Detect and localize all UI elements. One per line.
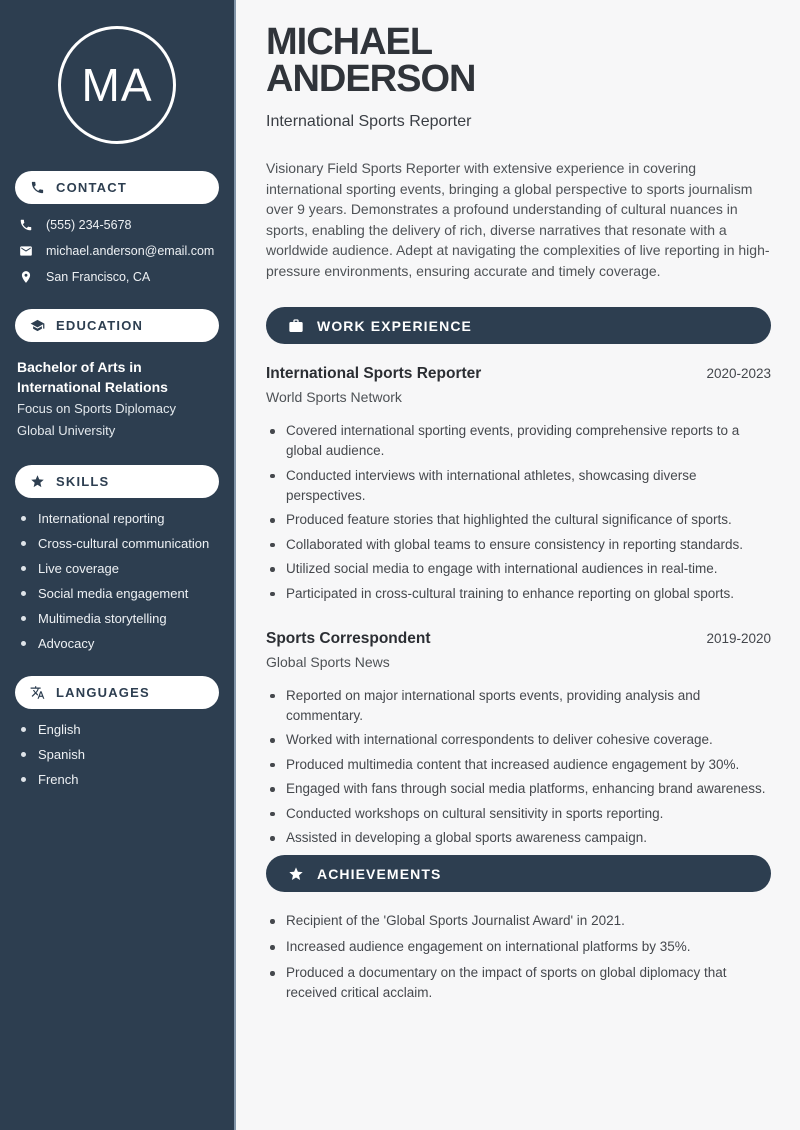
achievements-section-header	[266, 855, 771, 892]
briefcase-icon	[288, 318, 304, 334]
skills-section-header	[15, 465, 219, 498]
skills-section-title: SKILLS	[56, 474, 110, 489]
page-title	[266, 21, 771, 100]
contact-row-location	[19, 270, 219, 284]
work-experience-section-title: WORK EXPERIENCE	[317, 317, 472, 334]
work-experience-section-header	[266, 307, 771, 344]
contact-section-header	[15, 171, 219, 204]
contact-section-title: CONTACT	[56, 180, 127, 195]
achievements-list	[266, 911, 771, 1003]
education-entry	[17, 357, 219, 441]
education-degree: Bachelor of Arts in International Relations	[17, 359, 168, 395]
main-content	[236, 0, 800, 1130]
job-bullet-list	[266, 421, 771, 604]
education-section-title: EDUCATION	[56, 318, 144, 333]
achievement-bullet: Produced a documentary on the impact of sports on global diplomacy that received critical acclaim.	[266, 963, 771, 1003]
skill-item: Multimedia storytelling	[19, 610, 219, 627]
skills-list	[15, 510, 219, 652]
achievement-bullet: Increased audience engagement on international platforms by 35%.	[266, 937, 771, 957]
job-bullet: Engaged with fans through social media platforms, enhancing brand awareness.	[266, 779, 771, 799]
job-bullet: Conducted workshops on cultural sensitivity in sports reporting.	[266, 804, 771, 824]
education-school: Global University	[17, 423, 116, 438]
location-text: San Francisco, CA	[46, 270, 151, 284]
contact-row-phone	[19, 218, 219, 232]
avatar	[58, 26, 176, 144]
graduation-cap-icon	[30, 318, 45, 333]
job-bullet: Utilized social media to engage with international audiences in real-time.	[266, 559, 771, 579]
sidebar	[0, 0, 236, 1130]
job-bullet: Produced feature stories that highlighted the cultural significance of sports.	[266, 510, 771, 530]
education-section-header	[15, 309, 219, 342]
avatar-initials: MA	[81, 59, 153, 111]
contact-row-email	[19, 244, 219, 258]
name-first: MICHAEL	[266, 21, 433, 63]
job-bullet: Participated in cross-cultural training to enhance reporting on global sports.	[266, 584, 771, 604]
languages-list	[15, 721, 219, 788]
job-title-subtitle: International Sports Reporter	[266, 113, 472, 130]
job-bullet-list	[266, 686, 771, 849]
language-item: French	[19, 771, 219, 788]
star-icon	[288, 866, 304, 882]
languages-section-header	[15, 676, 219, 709]
job-dates: 2020-2023	[706, 366, 771, 381]
phone-icon	[19, 218, 33, 232]
phone-icon	[30, 180, 45, 195]
job-bullet: Produced multimedia content that increased audience engagement by 30%.	[266, 755, 771, 775]
skill-item: Live coverage	[19, 560, 219, 577]
name-last: ANDERSON	[266, 58, 476, 100]
job-company: Global Sports News	[266, 653, 390, 670]
language-item: English	[19, 721, 219, 738]
job-title: International Sports Reporter	[266, 365, 482, 382]
job-title: Sports Correspondent	[266, 629, 431, 647]
achievement-bullet: Recipient of the 'Global Sports Journalist Award' in 2021.	[266, 911, 771, 931]
star-icon	[30, 474, 45, 489]
skill-item: Cross-cultural communication	[19, 535, 219, 552]
email-icon	[19, 244, 33, 258]
location-icon	[19, 270, 33, 284]
job-dates: 2019-2020	[706, 630, 771, 646]
job-bullet: Covered international sporting events, providing comprehensive reports to a global audience.	[266, 421, 771, 461]
skill-item: Advocacy	[19, 635, 219, 652]
job-bullet: Reported on major international sports events, providing analysis and commentary.	[266, 686, 771, 726]
language-item: Spanish	[19, 746, 219, 763]
email-address: michael.anderson@email.com	[46, 244, 215, 258]
job-bullet: Collaborated with global teams to ensure consistency in reporting standards.	[266, 535, 771, 555]
translate-icon	[30, 685, 45, 700]
job-entry-header	[266, 630, 771, 648]
skill-item: Social media engagement	[19, 585, 219, 602]
skill-item: International reporting	[19, 510, 219, 527]
achievements-section-title: ACHIEVEMENTS	[317, 865, 442, 882]
phone-number: (555) 234-5678	[46, 218, 132, 232]
summary-paragraph: Visionary Field Sports Reporter with extensive experience in covering international sporting events, bringing a global perspective to sports journalism over 9 years. Demonstrates a profound understanding of cultural nuances in sports, enabling the delivery of rich, diverse narratives that resonate with a worldwide audience. Adept at navigating the complexities of live reporting in high-pressure environments, ensuring accurate and timely coverage.	[266, 160, 770, 279]
job-bullet: Conducted interviews with international athletes, showcasing diverse perspectives.	[266, 466, 771, 506]
contact-list	[19, 218, 219, 284]
job-entry-header	[266, 365, 771, 383]
education-focus: Focus on Sports Diplomacy	[17, 401, 176, 416]
job-company: World Sports Network	[266, 389, 402, 405]
job-bullet: Assisted in developing a global sports awareness campaign.	[266, 828, 771, 848]
languages-section-title: LANGUAGES	[56, 685, 150, 700]
job-bullet: Worked with international correspondents to deliver cohesive coverage.	[266, 730, 771, 750]
